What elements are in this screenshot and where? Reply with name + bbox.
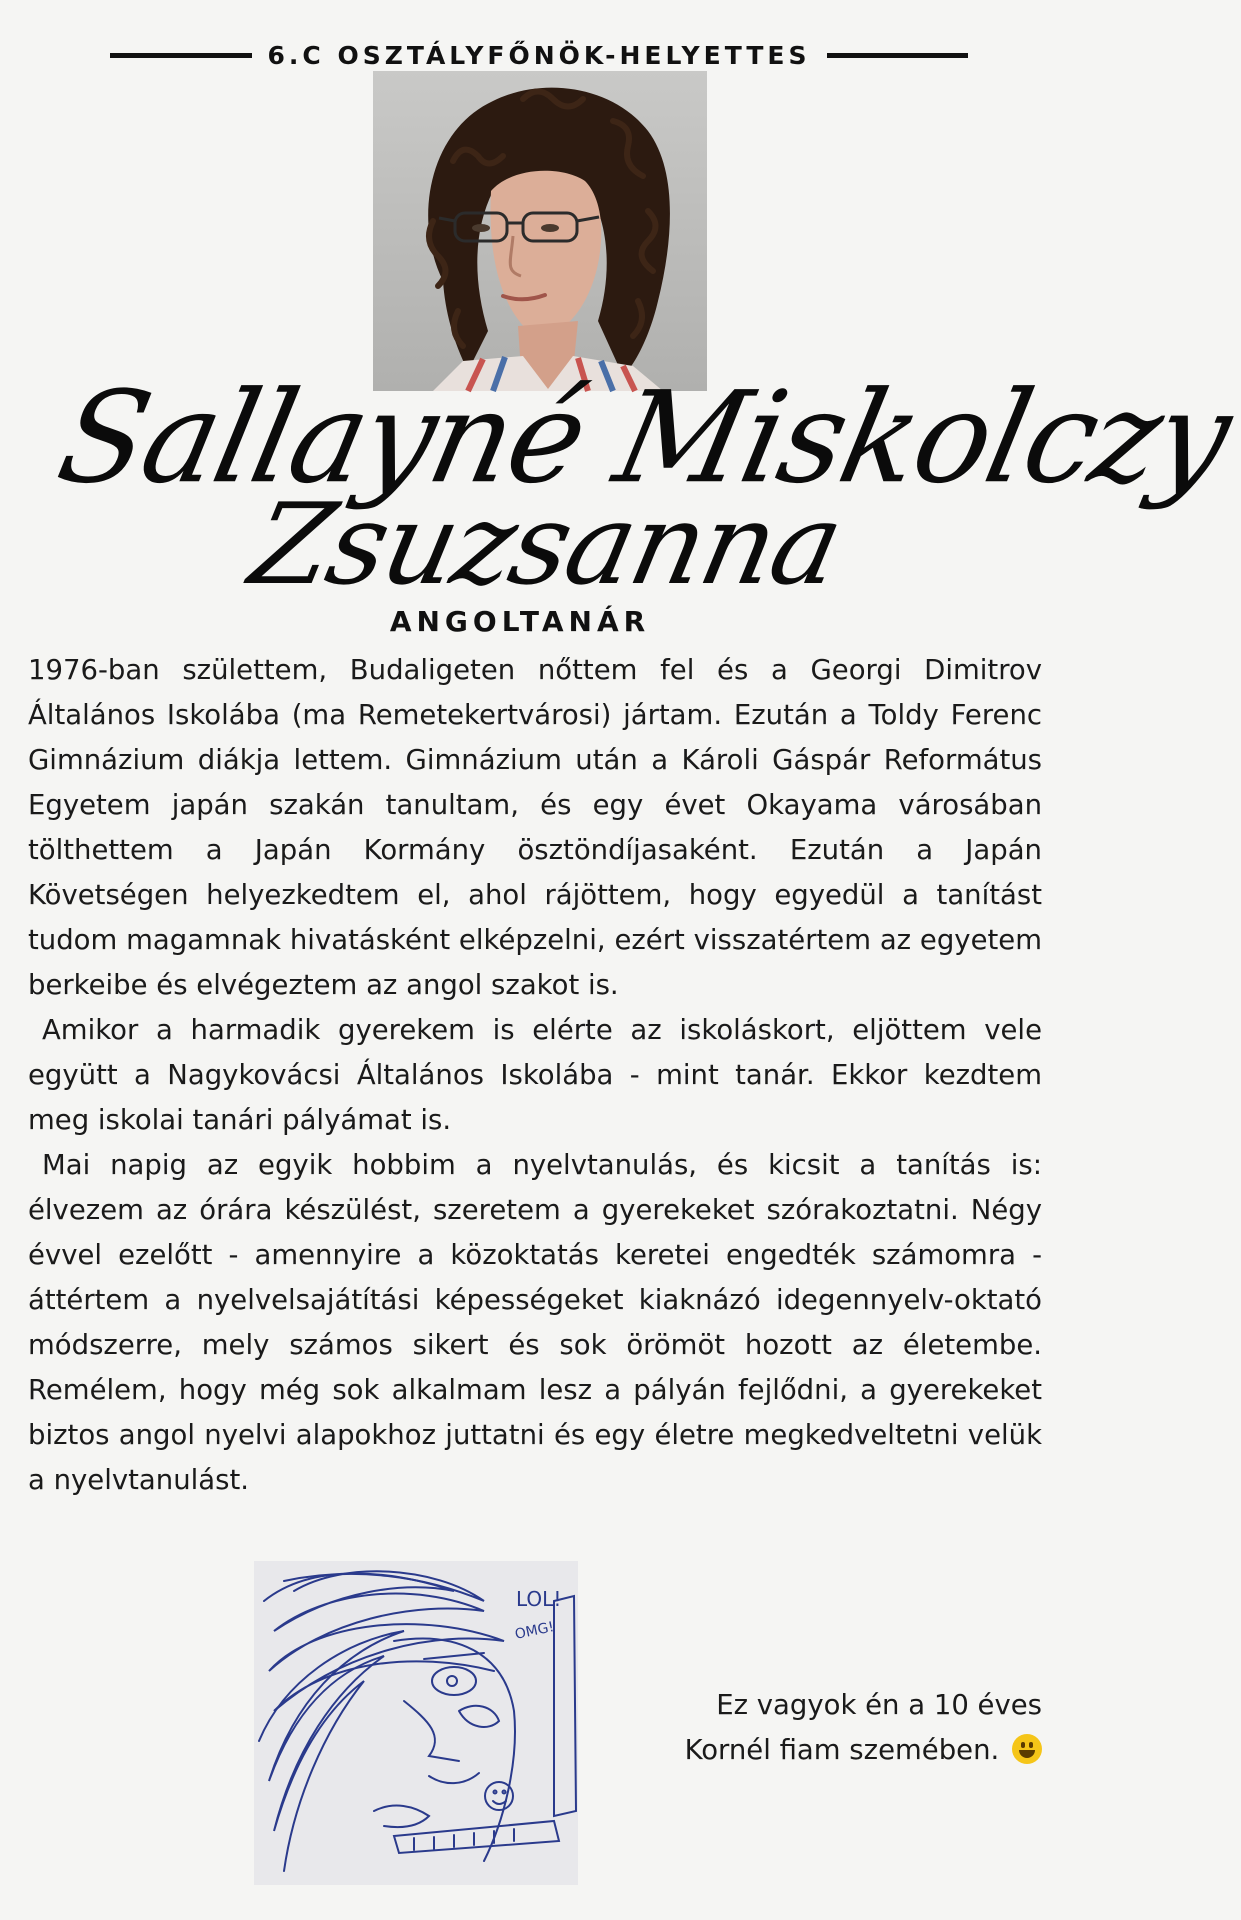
- doodle-text-lol: LOL!: [516, 1587, 562, 1611]
- teacher-portrait: [373, 71, 707, 391]
- bio-text: [28, 648, 1042, 1503]
- drawing-caption: [622, 1683, 1042, 1773]
- header-rule-left: [110, 53, 252, 58]
- grinning-face-icon: [1012, 1734, 1042, 1764]
- bio-paragraph: Mai napig az egyik hobbim a nyelvtanulás, és kicsit a tanítás is: élvezem az órára készülést, szeretem a gyerekeket szórakoztatni. Négy évvel ezelőtt - amennyire a közoktatás keretei engedték számomra - áttértem a nyelvelsajátítási képességeket kiaknázó idegennyelv-oktató módszerre, mely számos sikert és sok örömöt hozott az életembe. Remélem, hogy még sok alkalmam lesz a pályán fejlődni, a gyerekeket biztos angol nyelvi alapokhoz juttatni és egy életre megkedveltetni velük a nyelvtanulást.: [28, 1149, 1042, 1496]
- portrait-illustration: [373, 71, 707, 391]
- bio-paragraph: 1976-ban születtem, Budaligeten nőttem fel és a Georgi Dimitrov Általános Iskolába (ma Remetekertvárosi) jártam. Ezután a Toldy Ferenc Gimnázium diákja lettem. Gimnázium után a Károli Gáspár Református Egyetem japán szakán tanultam, és egy évet Okayama városában tölthettem a Japán Kormány ösztöndíjasaként. Ezután a Japán Követségen helyezkedtem el, ahol rájöttem, hogy egyedül a tanítást tudom magamnak hivatásként elképzelni, ezért visszatértem az egyetem berkeibe és elvégeztem az angol szakot is.: [28, 654, 1042, 1001]
- role-label: 6.C OSZTÁLYFŐNÖK-HELYETTES: [267, 40, 811, 70]
- caption-line-1: Ez vagyok én a 10 éves: [716, 1689, 1042, 1721]
- subject-title: ANGOLTANÁR: [389, 605, 651, 638]
- caption-line-2-wrapper: [622, 1728, 1042, 1773]
- teacher-name-line-1: Sallayné Miskolczy: [46, 365, 1241, 512]
- header-rule-right: [827, 53, 969, 58]
- caption-line-2: Kornél fiam szemében.: [684, 1734, 1000, 1766]
- page-header: [110, 38, 968, 72]
- teacher-name-line-2: Zsuzsanna: [240, 480, 852, 610]
- bio-paragraph: Amikor a harmadik gyerekem is elérte az iskoláskort, eljöttem vele együtt a Nagykovácsi Általános Iskolába - mint tanár. Ekkor kezdtem meg iskolai tanári pályámat is.: [28, 1014, 1042, 1136]
- doodle-text-omg: OMG!: [513, 1619, 556, 1643]
- child-drawing: [254, 1561, 578, 1885]
- child-drawing-illustration: [254, 1561, 578, 1885]
